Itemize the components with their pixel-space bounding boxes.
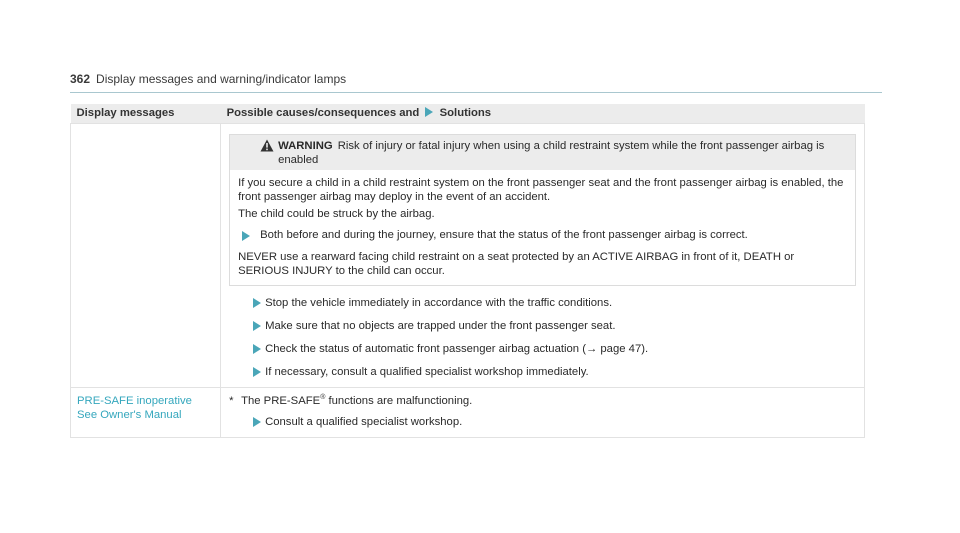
solution-step bbox=[227, 365, 858, 379]
solution-step bbox=[227, 342, 858, 356]
action-arrow-icon bbox=[253, 417, 261, 427]
solution-step-text: Make sure that no objects are trapped under the front passenger seat. bbox=[265, 320, 616, 332]
warning-paragraph: The child could be struck by the airbag. bbox=[238, 208, 435, 220]
warning-box bbox=[229, 134, 856, 286]
warning-paragraph: If you secure a child in a child restraint system on the front passenger seat and the front passenger airbag is enabled, the front passenger airbag may deploy in the event of an accident. bbox=[238, 177, 844, 203]
warning-body bbox=[230, 170, 855, 285]
cause-prefix: The PRE-SAFE bbox=[241, 395, 321, 407]
column-header-display-messages: Display messages bbox=[71, 104, 221, 124]
cause-text bbox=[227, 394, 858, 408]
table-cell-message-empty bbox=[71, 124, 221, 388]
column-header-causes-label: Possible causes/consequences and bbox=[226, 107, 420, 119]
solution-step-text: If necessary, consult a qualified specialist workshop immediately. bbox=[265, 366, 589, 378]
warning-action-text: Both before and during the journey, ensure that the status of the front passenger airbag is correct. bbox=[260, 229, 748, 241]
solution-step-text: Stop the vehicle immediately in accordance with the traffic conditions. bbox=[265, 297, 613, 309]
solution-step-text: Check the status of automatic front passenger airbag actuation (→ page 47). bbox=[265, 343, 649, 355]
table-header-row bbox=[71, 104, 865, 124]
registered-mark: ® bbox=[320, 394, 326, 402]
action-arrow-icon bbox=[253, 321, 261, 331]
action-arrow-icon bbox=[253, 344, 261, 354]
warning-label: WARNING bbox=[278, 140, 333, 152]
page-number: 362 bbox=[70, 72, 91, 86]
solution-steps bbox=[227, 296, 858, 379]
action-arrow-icon bbox=[253, 298, 261, 308]
action-arrow-icon bbox=[253, 367, 261, 377]
warning-triangle-icon bbox=[260, 139, 274, 152]
action-arrow-icon bbox=[242, 231, 250, 241]
warning-notice: NEVER use a rearward facing child restraint on a seat protected by an ACTIVE AIRBAG in front of it, DEATH or SERIOUS INJURY to the child can occur. bbox=[238, 251, 795, 277]
table-row bbox=[71, 124, 865, 388]
footnote-star: * bbox=[229, 395, 234, 407]
solution-step-text: Consult a qualified specialist workshop. bbox=[265, 416, 463, 428]
page-header-title: Display messages and warning/indicator lamps bbox=[96, 72, 347, 86]
column-header-causes-solutions bbox=[221, 104, 865, 124]
display-messages-table bbox=[70, 104, 865, 438]
display-message-pre-safe: PRE-SAFE inoperative See Owner's Manual bbox=[77, 395, 192, 421]
warning-text: Risk of injury or fatal injury when using a child restraint system while the front passenger airbag is enabled bbox=[278, 140, 825, 166]
table-cell-solutions bbox=[221, 388, 865, 438]
column-header-solutions-label: Solutions bbox=[439, 107, 492, 119]
table-cell-message bbox=[71, 388, 221, 438]
solution-step bbox=[227, 415, 858, 429]
solution-step bbox=[227, 296, 858, 310]
warning-action bbox=[238, 228, 847, 242]
solutions-arrow-icon bbox=[425, 107, 433, 117]
table-cell-solutions bbox=[221, 124, 865, 388]
page-header bbox=[70, 72, 882, 93]
table-row bbox=[71, 388, 865, 438]
solution-step bbox=[227, 319, 858, 333]
warning-header bbox=[230, 135, 855, 170]
cause-suffix: functions are malfunctioning. bbox=[328, 395, 473, 407]
